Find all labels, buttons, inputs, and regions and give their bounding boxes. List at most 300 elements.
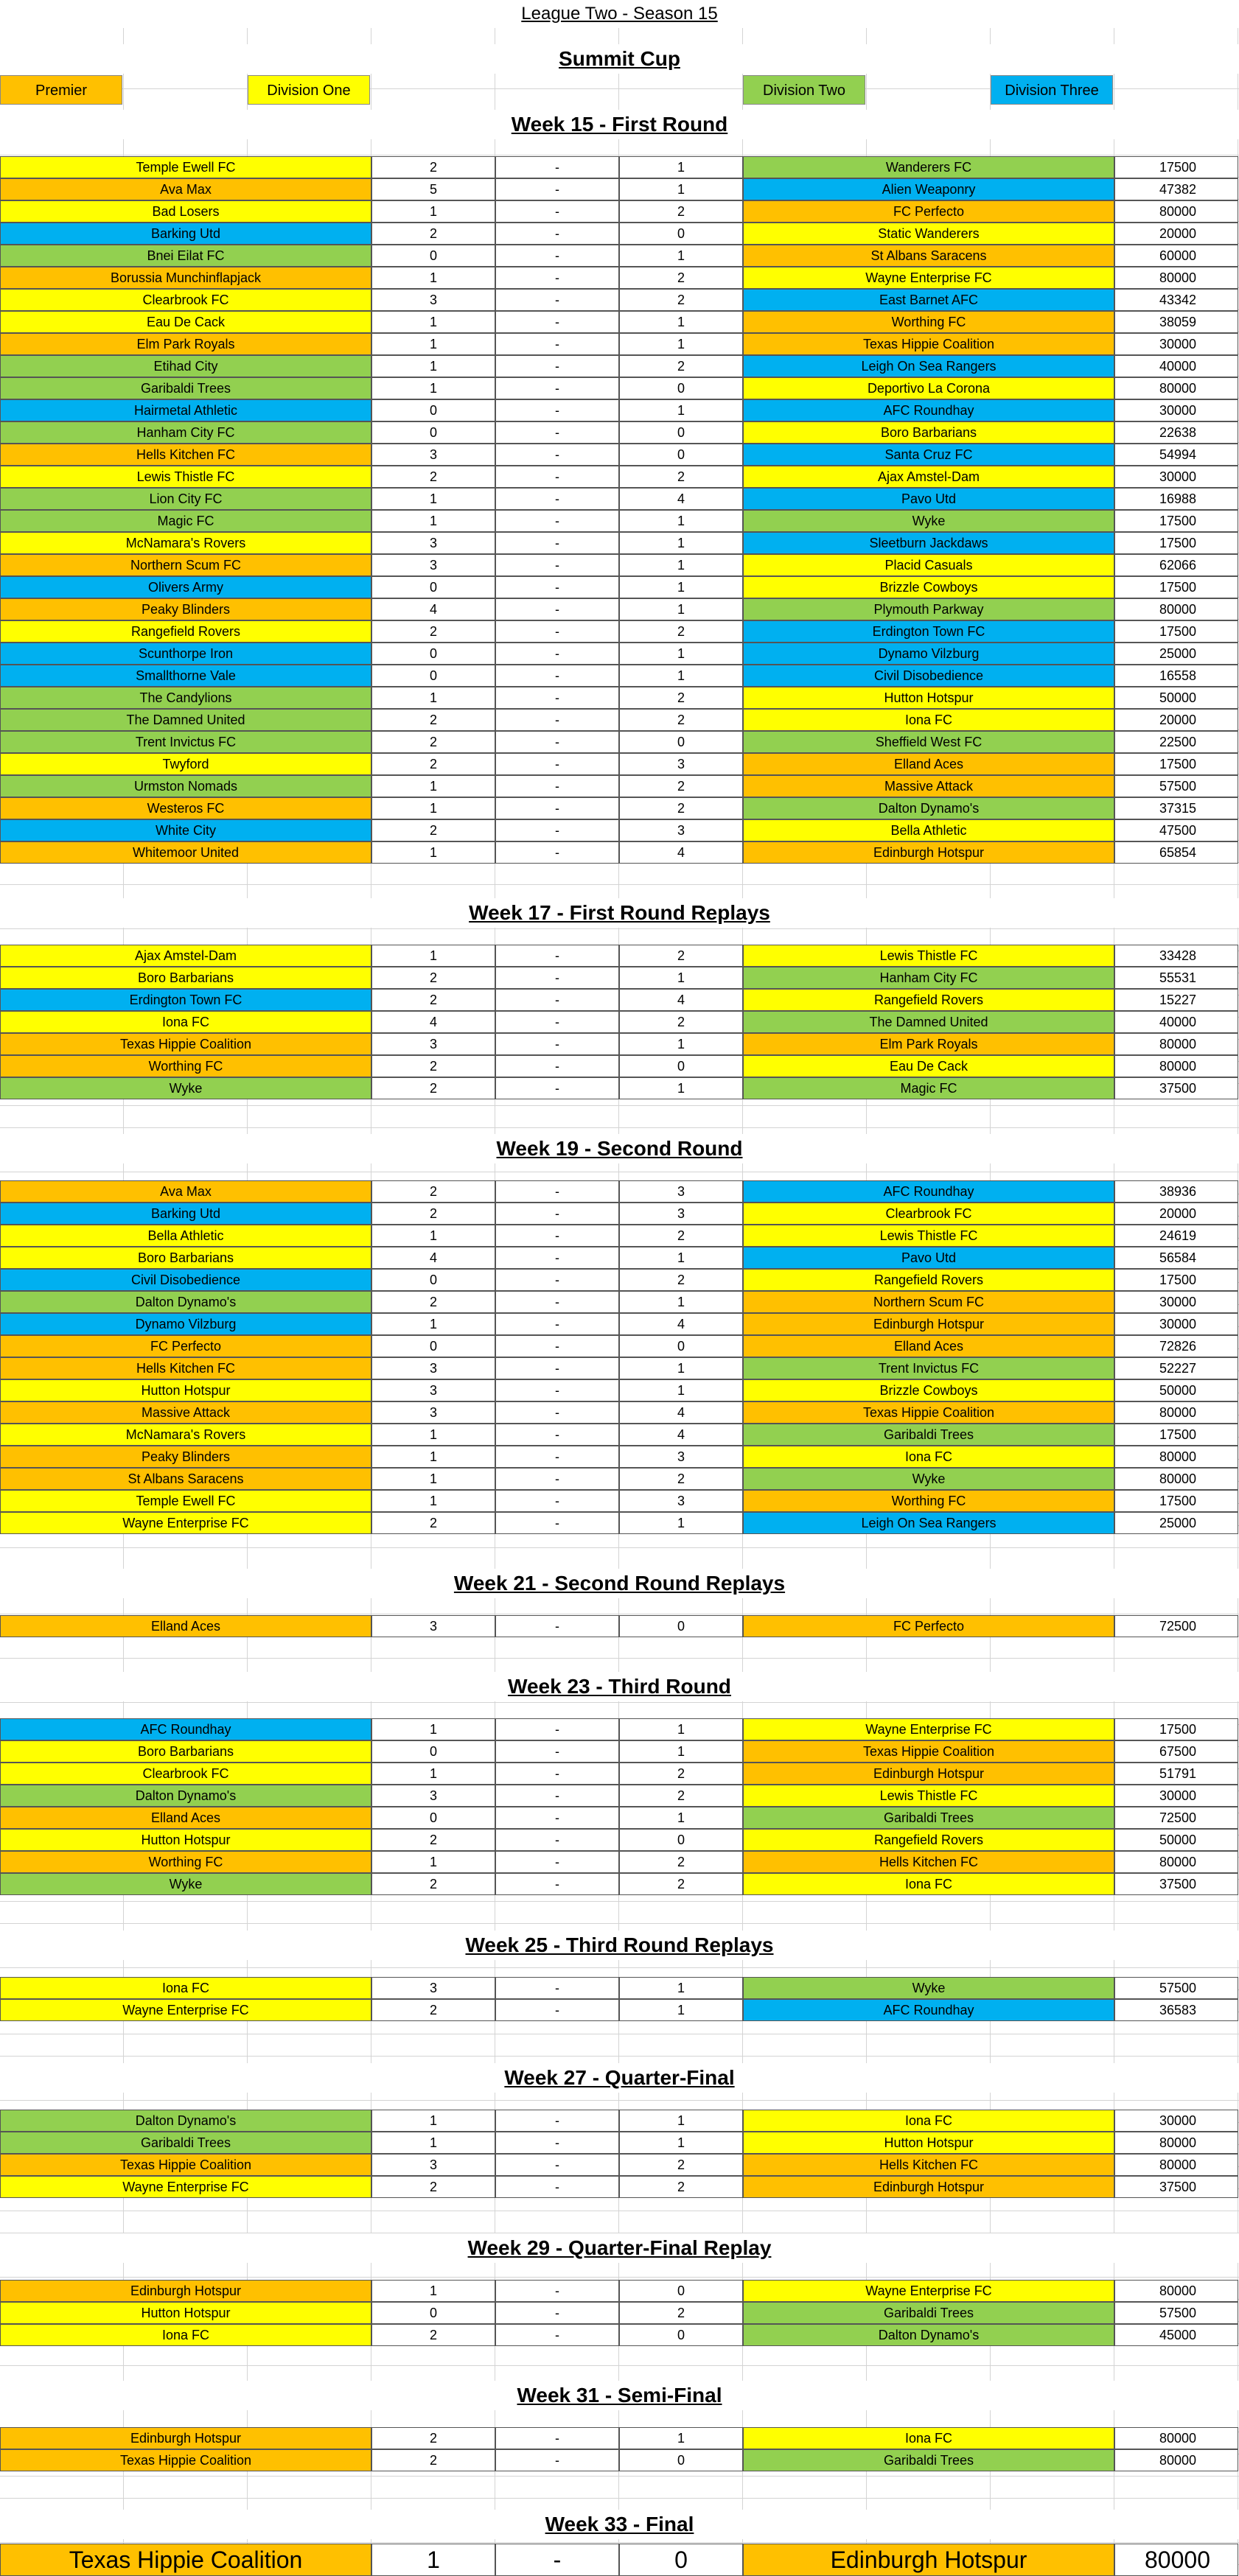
away-score-cell[interactable]: 2 [619,466,743,488]
away-score-cell[interactable]: 2 [619,2302,743,2324]
score-separator-cell[interactable]: - [495,945,619,967]
home-score-cell[interactable]: 3 [371,1033,495,1055]
score-separator-cell[interactable]: - [495,775,619,797]
attendance-cell[interactable]: 36583 [1114,1999,1238,2021]
away-score-cell[interactable]: 0 [619,223,743,245]
attendance-cell[interactable]: 72500 [1114,1807,1238,1829]
away-score-cell[interactable]: 0 [619,1829,743,1851]
attendance-cell[interactable]: 80000 [1114,2280,1238,2302]
home-team-cell[interactable]: Erdington Town FC [0,989,371,1011]
home-team-cell[interactable]: Dalton Dynamo's [0,1785,371,1807]
away-score-cell[interactable]: 0 [619,1335,743,1357]
home-team-cell[interactable]: Hutton Hotspur [0,1829,371,1851]
away-score-cell[interactable]: 2 [619,2154,743,2176]
away-team-cell[interactable]: Trent Invictus FC [743,1357,1114,1379]
attendance-cell[interactable]: 25000 [1114,1512,1238,1534]
attendance-cell[interactable]: 17500 [1114,1269,1238,1291]
attendance-cell[interactable]: 17500 [1114,532,1238,554]
away-team-cell[interactable]: Wyke [743,1468,1114,1490]
away-score-cell[interactable]: 0 [619,377,743,399]
attendance-cell[interactable]: 47500 [1114,819,1238,841]
attendance-cell[interactable]: 65854 [1114,841,1238,864]
away-team-cell[interactable]: Edinburgh Hotspur [743,2544,1114,2576]
home-team-cell[interactable]: Dynamo Vilzburg [0,1313,371,1335]
attendance-cell[interactable]: 57500 [1114,2302,1238,2324]
away-score-cell[interactable]: 1 [619,1740,743,1763]
score-separator-cell[interactable]: - [495,1203,619,1225]
home-score-cell[interactable]: 0 [371,421,495,444]
away-score-cell[interactable]: 1 [619,532,743,554]
home-score-cell[interactable]: 1 [371,333,495,355]
home-team-cell[interactable]: Elm Park Royals [0,333,371,355]
score-separator-cell[interactable]: - [495,554,619,576]
attendance-cell[interactable]: 80000 [1114,598,1238,620]
away-team-cell[interactable]: Clearbrook FC [743,1203,1114,1225]
away-team-cell[interactable]: Elland Aces [743,1335,1114,1357]
home-team-cell[interactable]: Texas Hippie Coalition [0,2544,371,2576]
attendance-cell[interactable]: 80000 [1114,2154,1238,2176]
score-separator-cell[interactable]: - [495,200,619,223]
attendance-cell[interactable]: 57500 [1114,1977,1238,1999]
home-team-cell[interactable]: Texas Hippie Coalition [0,2154,371,2176]
away-score-cell[interactable]: 2 [619,1269,743,1291]
away-team-cell[interactable]: Boro Barbarians [743,421,1114,444]
attendance-cell[interactable]: 50000 [1114,687,1238,709]
attendance-cell[interactable]: 80000 [1114,2132,1238,2154]
score-separator-cell[interactable]: - [495,989,619,1011]
attendance-cell[interactable]: 17500 [1114,576,1238,598]
away-score-cell[interactable]: 1 [619,1718,743,1740]
home-team-cell[interactable]: Wayne Enterprise FC [0,1512,371,1534]
home-score-cell[interactable]: 4 [371,1011,495,1033]
home-team-cell[interactable]: McNamara's Rovers [0,1424,371,1446]
attendance-cell[interactable]: 30000 [1114,2110,1238,2132]
away-team-cell[interactable]: Sheffield West FC [743,731,1114,753]
attendance-cell[interactable]: 30000 [1114,1291,1238,1313]
score-separator-cell[interactable]: - [495,1424,619,1446]
away-score-cell[interactable]: 0 [619,2280,743,2302]
home-team-cell[interactable]: Hells Kitchen FC [0,444,371,466]
away-score-cell[interactable]: 0 [619,2544,743,2576]
home-score-cell[interactable]: 3 [371,1401,495,1424]
attendance-cell[interactable]: 17500 [1114,620,1238,643]
home-score-cell[interactable]: 2 [371,156,495,178]
away-team-cell[interactable]: Ajax Amstel-Dam [743,466,1114,488]
home-score-cell[interactable]: 1 [371,2132,495,2154]
home-team-cell[interactable]: McNamara's Rovers [0,532,371,554]
away-score-cell[interactable]: 1 [619,178,743,200]
home-team-cell[interactable]: Texas Hippie Coalition [0,1033,371,1055]
away-team-cell[interactable]: Sleetburn Jackdaws [743,532,1114,554]
away-team-cell[interactable]: Iona FC [743,2110,1114,2132]
home-score-cell[interactable]: 1 [371,1225,495,1247]
away-team-cell[interactable]: Lewis Thistle FC [743,945,1114,967]
score-separator-cell[interactable]: - [495,665,619,687]
score-separator-cell[interactable]: - [495,421,619,444]
home-team-cell[interactable]: Trent Invictus FC [0,731,371,753]
score-separator-cell[interactable]: - [495,1873,619,1895]
away-team-cell[interactable]: Elm Park Royals [743,1033,1114,1055]
home-score-cell[interactable]: 1 [371,1446,495,1468]
away-score-cell[interactable]: 2 [619,1011,743,1033]
attendance-cell[interactable]: 80000 [1114,1446,1238,1468]
attendance-cell[interactable]: 16558 [1114,665,1238,687]
away-score-cell[interactable]: 1 [619,2427,743,2449]
home-team-cell[interactable]: Wayne Enterprise FC [0,2176,371,2198]
home-team-cell[interactable]: Ajax Amstel-Dam [0,945,371,967]
home-team-cell[interactable]: Smallthorne Vale [0,665,371,687]
away-team-cell[interactable]: Santa Cruz FC [743,444,1114,466]
home-team-cell[interactable]: Temple Ewell FC [0,156,371,178]
home-team-cell[interactable]: Barking Utd [0,1203,371,1225]
attendance-cell[interactable]: 22638 [1114,421,1238,444]
score-separator-cell[interactable]: - [495,819,619,841]
away-score-cell[interactable]: 1 [619,333,743,355]
home-score-cell[interactable]: 2 [371,1873,495,1895]
home-team-cell[interactable]: Urmston Nomads [0,775,371,797]
away-score-cell[interactable]: 4 [619,989,743,1011]
home-score-cell[interactable]: 3 [371,1357,495,1379]
attendance-cell[interactable]: 38936 [1114,1180,1238,1203]
home-score-cell[interactable]: 1 [371,377,495,399]
home-score-cell[interactable]: 5 [371,178,495,200]
away-score-cell[interactable]: 0 [619,1615,743,1637]
home-score-cell[interactable]: 1 [371,311,495,333]
attendance-cell[interactable]: 20000 [1114,709,1238,731]
away-team-cell[interactable]: Rangefield Rovers [743,989,1114,1011]
attendance-cell[interactable]: 24619 [1114,1225,1238,1247]
away-team-cell[interactable]: Pavo Utd [743,488,1114,510]
home-score-cell[interactable]: 2 [371,2449,495,2471]
attendance-cell[interactable]: 60000 [1114,245,1238,267]
score-separator-cell[interactable]: - [495,2176,619,2198]
attendance-cell[interactable]: 20000 [1114,223,1238,245]
score-separator-cell[interactable]: - [495,1999,619,2021]
score-separator-cell[interactable]: - [495,245,619,267]
home-team-cell[interactable]: Boro Barbarians [0,967,371,989]
away-team-cell[interactable]: Iona FC [743,2427,1114,2449]
score-separator-cell[interactable]: - [495,1269,619,1291]
home-score-cell[interactable]: 1 [371,355,495,377]
score-separator-cell[interactable]: - [495,311,619,333]
home-team-cell[interactable]: Dalton Dynamo's [0,1291,371,1313]
home-team-cell[interactable]: Wyke [0,1873,371,1895]
score-separator-cell[interactable]: - [495,1785,619,1807]
home-score-cell[interactable]: 3 [371,554,495,576]
away-score-cell[interactable]: 2 [619,945,743,967]
home-score-cell[interactable]: 0 [371,1807,495,1829]
home-score-cell[interactable]: 0 [371,245,495,267]
score-separator-cell[interactable]: - [495,1225,619,1247]
score-separator-cell[interactable]: - [495,377,619,399]
away-team-cell[interactable]: East Barnet AFC [743,289,1114,311]
home-score-cell[interactable]: 2 [371,1512,495,1534]
home-team-cell[interactable]: Ava Max [0,1180,371,1203]
away-team-cell[interactable]: AFC Roundhay [743,1999,1114,2021]
home-team-cell[interactable]: Eau De Cack [0,311,371,333]
home-score-cell[interactable]: 1 [371,1718,495,1740]
attendance-cell[interactable]: 47382 [1114,178,1238,200]
score-separator-cell[interactable]: - [495,1247,619,1269]
home-score-cell[interactable]: 2 [371,753,495,775]
home-score-cell[interactable]: 1 [371,2280,495,2302]
away-score-cell[interactable]: 3 [619,819,743,841]
away-score-cell[interactable]: 2 [619,1468,743,1490]
home-score-cell[interactable]: 1 [371,687,495,709]
home-team-cell[interactable]: Bella Athletic [0,1225,371,1247]
home-team-cell[interactable]: Etihad City [0,355,371,377]
home-team-cell[interactable]: The Damned United [0,709,371,731]
attendance-cell[interactable]: 37500 [1114,1873,1238,1895]
attendance-cell[interactable]: 38059 [1114,311,1238,333]
home-team-cell[interactable]: Civil Disobedience [0,1269,371,1291]
home-team-cell[interactable]: Dalton Dynamo's [0,2110,371,2132]
score-separator-cell[interactable]: - [495,178,619,200]
away-team-cell[interactable]: Garibaldi Trees [743,1807,1114,1829]
home-team-cell[interactable]: Elland Aces [0,1615,371,1637]
away-team-cell[interactable]: Leigh On Sea Rangers [743,1512,1114,1534]
away-team-cell[interactable]: Brizzle Cowboys [743,576,1114,598]
score-separator-cell[interactable]: - [495,2154,619,2176]
away-score-cell[interactable]: 2 [619,797,743,819]
home-score-cell[interactable]: 1 [371,841,495,864]
score-separator-cell[interactable]: - [495,1055,619,1077]
away-team-cell[interactable]: Static Wanderers [743,223,1114,245]
away-score-cell[interactable]: 2 [619,1785,743,1807]
away-team-cell[interactable]: Placid Casuals [743,554,1114,576]
away-score-cell[interactable]: 3 [619,1203,743,1225]
away-score-cell[interactable]: 0 [619,2449,743,2471]
attendance-cell[interactable]: 37315 [1114,797,1238,819]
home-score-cell[interactable]: 3 [371,1977,495,1999]
home-team-cell[interactable]: Clearbrook FC [0,1763,371,1785]
home-score-cell[interactable]: 2 [371,1055,495,1077]
home-score-cell[interactable]: 2 [371,620,495,643]
score-separator-cell[interactable]: - [495,797,619,819]
score-separator-cell[interactable]: - [495,466,619,488]
home-team-cell[interactable]: Ava Max [0,178,371,200]
home-score-cell[interactable]: 1 [371,510,495,532]
home-team-cell[interactable]: Clearbrook FC [0,289,371,311]
away-team-cell[interactable]: Hells Kitchen FC [743,1851,1114,1873]
away-team-cell[interactable]: Wyke [743,510,1114,532]
away-score-cell[interactable]: 2 [619,289,743,311]
home-score-cell[interactable]: 2 [371,2176,495,2198]
away-team-cell[interactable]: Leigh On Sea Rangers [743,355,1114,377]
attendance-cell[interactable]: 57500 [1114,775,1238,797]
home-score-cell[interactable]: 3 [371,1615,495,1637]
away-team-cell[interactable]: Erdington Town FC [743,620,1114,643]
home-team-cell[interactable]: Lewis Thistle FC [0,466,371,488]
score-separator-cell[interactable]: - [495,1829,619,1851]
away-score-cell[interactable]: 2 [619,355,743,377]
away-score-cell[interactable]: 2 [619,620,743,643]
home-score-cell[interactable]: 2 [371,967,495,989]
home-score-cell[interactable]: 2 [371,1203,495,1225]
away-team-cell[interactable]: Garibaldi Trees [743,1424,1114,1446]
away-score-cell[interactable]: 1 [619,1977,743,1999]
home-team-cell[interactable]: St Albans Saracens [0,1468,371,1490]
attendance-cell[interactable]: 51791 [1114,1763,1238,1785]
score-separator-cell[interactable]: - [495,355,619,377]
score-separator-cell[interactable]: - [495,1740,619,1763]
attendance-cell[interactable]: 40000 [1114,355,1238,377]
home-team-cell[interactable]: Wayne Enterprise FC [0,1999,371,2021]
home-score-cell[interactable]: 2 [371,1180,495,1203]
score-separator-cell[interactable]: - [495,510,619,532]
away-team-cell[interactable]: Deportivo La Corona [743,377,1114,399]
attendance-cell[interactable]: 30000 [1114,466,1238,488]
attendance-cell[interactable]: 22500 [1114,731,1238,753]
attendance-cell[interactable]: 80000 [1114,2427,1238,2449]
home-score-cell[interactable]: 2 [371,1829,495,1851]
score-separator-cell[interactable]: - [495,2324,619,2346]
attendance-cell[interactable]: 80000 [1114,1468,1238,1490]
home-team-cell[interactable]: Iona FC [0,1977,371,1999]
away-team-cell[interactable]: Dynamo Vilzburg [743,643,1114,665]
attendance-cell[interactable]: 55531 [1114,967,1238,989]
score-separator-cell[interactable]: - [495,1313,619,1335]
away-score-cell[interactable]: 0 [619,731,743,753]
score-separator-cell[interactable]: - [495,731,619,753]
home-team-cell[interactable]: Temple Ewell FC [0,1490,371,1512]
home-team-cell[interactable]: Boro Barbarians [0,1247,371,1269]
attendance-cell[interactable]: 54994 [1114,444,1238,466]
away-team-cell[interactable]: Rangefield Rovers [743,1269,1114,1291]
score-separator-cell[interactable]: - [495,1401,619,1424]
away-team-cell[interactable]: Iona FC [743,1446,1114,1468]
away-score-cell[interactable]: 4 [619,1401,743,1424]
home-score-cell[interactable]: 1 [371,1851,495,1873]
home-team-cell[interactable]: The Candylions [0,687,371,709]
attendance-cell[interactable]: 17500 [1114,1424,1238,1446]
away-score-cell[interactable]: 1 [619,2132,743,2154]
home-team-cell[interactable]: Northern Scum FC [0,554,371,576]
away-score-cell[interactable]: 2 [619,1873,743,1895]
home-score-cell[interactable]: 2 [371,223,495,245]
home-score-cell[interactable]: 0 [371,643,495,665]
home-team-cell[interactable]: Hairmetal Athletic [0,399,371,421]
home-team-cell[interactable]: Iona FC [0,1011,371,1033]
home-team-cell[interactable]: Westeros FC [0,797,371,819]
away-team-cell[interactable]: Edinburgh Hotspur [743,2176,1114,2198]
home-score-cell[interactable]: 3 [371,289,495,311]
away-team-cell[interactable]: Brizzle Cowboys [743,1379,1114,1401]
attendance-cell[interactable]: 20000 [1114,1203,1238,1225]
away-team-cell[interactable]: Northern Scum FC [743,1291,1114,1313]
away-score-cell[interactable]: 2 [619,709,743,731]
away-score-cell[interactable]: 0 [619,421,743,444]
home-team-cell[interactable]: Edinburgh Hotspur [0,2280,371,2302]
score-separator-cell[interactable]: - [495,2280,619,2302]
attendance-cell[interactable]: 17500 [1114,1490,1238,1512]
away-team-cell[interactable]: Wayne Enterprise FC [743,1718,1114,1740]
attendance-cell[interactable]: 62066 [1114,554,1238,576]
attendance-cell[interactable]: 80000 [1114,2449,1238,2471]
attendance-cell[interactable]: 16988 [1114,488,1238,510]
away-team-cell[interactable]: Edinburgh Hotspur [743,1763,1114,1785]
attendance-cell[interactable]: 52227 [1114,1357,1238,1379]
attendance-cell[interactable]: 17500 [1114,753,1238,775]
home-team-cell[interactable]: Whitemoor United [0,841,371,864]
away-score-cell[interactable]: 1 [619,1077,743,1099]
score-separator-cell[interactable]: - [495,1357,619,1379]
score-separator-cell[interactable]: - [495,2132,619,2154]
home-team-cell[interactable]: Rangefield Rovers [0,620,371,643]
away-team-cell[interactable]: Rangefield Rovers [743,1829,1114,1851]
away-score-cell[interactable]: 0 [619,1055,743,1077]
home-score-cell[interactable]: 3 [371,1379,495,1401]
score-separator-cell[interactable]: - [495,598,619,620]
home-team-cell[interactable]: Olivers Army [0,576,371,598]
attendance-cell[interactable]: 37500 [1114,1077,1238,1099]
away-score-cell[interactable]: 2 [619,200,743,223]
home-team-cell[interactable]: Bnei Eilat FC [0,245,371,267]
attendance-cell[interactable]: 80000 [1114,1033,1238,1055]
away-team-cell[interactable]: Hells Kitchen FC [743,2154,1114,2176]
home-score-cell[interactable]: 0 [371,665,495,687]
score-separator-cell[interactable]: - [495,1446,619,1468]
away-team-cell[interactable]: Texas Hippie Coalition [743,1401,1114,1424]
away-score-cell[interactable]: 1 [619,643,743,665]
away-team-cell[interactable]: Worthing FC [743,311,1114,333]
home-team-cell[interactable]: Texas Hippie Coalition [0,2449,371,2471]
home-score-cell[interactable]: 2 [371,1291,495,1313]
away-score-cell[interactable]: 2 [619,1851,743,1873]
home-team-cell[interactable]: Edinburgh Hotspur [0,2427,371,2449]
home-score-cell[interactable]: 3 [371,532,495,554]
away-team-cell[interactable]: Pavo Utd [743,1247,1114,1269]
home-score-cell[interactable]: 1 [371,200,495,223]
attendance-cell[interactable]: 80000 [1114,1851,1238,1873]
score-separator-cell[interactable]: - [495,1335,619,1357]
home-score-cell[interactable]: 1 [371,797,495,819]
attendance-cell[interactable]: 56584 [1114,1247,1238,1269]
away-team-cell[interactable]: Worthing FC [743,1490,1114,1512]
home-score-cell[interactable]: 0 [371,1335,495,1357]
away-score-cell[interactable]: 3 [619,1490,743,1512]
home-team-cell[interactable]: Elland Aces [0,1807,371,1829]
away-score-cell[interactable]: 0 [619,444,743,466]
away-team-cell[interactable]: FC Perfecto [743,1615,1114,1637]
home-team-cell[interactable]: AFC Roundhay [0,1718,371,1740]
away-team-cell[interactable]: Garibaldi Trees [743,2302,1114,2324]
score-separator-cell[interactable]: - [495,2302,619,2324]
home-team-cell[interactable]: Lion City FC [0,488,371,510]
attendance-cell[interactable]: 50000 [1114,1829,1238,1851]
away-team-cell[interactable]: The Damned United [743,1011,1114,1033]
away-team-cell[interactable]: Civil Disobedience [743,665,1114,687]
away-team-cell[interactable]: Wanderers FC [743,156,1114,178]
attendance-cell[interactable]: 17500 [1114,510,1238,532]
away-score-cell[interactable]: 1 [619,1357,743,1379]
home-score-cell[interactable]: 2 [371,1999,495,2021]
attendance-cell[interactable]: 33428 [1114,945,1238,967]
home-score-cell[interactable]: 2 [371,989,495,1011]
home-score-cell[interactable]: 4 [371,1247,495,1269]
home-score-cell[interactable]: 2 [371,2324,495,2346]
away-team-cell[interactable]: Bella Athletic [743,819,1114,841]
away-score-cell[interactable]: 1 [619,1247,743,1269]
home-team-cell[interactable]: Twyford [0,753,371,775]
home-team-cell[interactable]: Magic FC [0,510,371,532]
away-team-cell[interactable]: Wayne Enterprise FC [743,2280,1114,2302]
away-score-cell[interactable]: 2 [619,1763,743,1785]
attendance-cell[interactable]: 80000 [1114,2544,1238,2576]
score-separator-cell[interactable]: - [495,1011,619,1033]
home-team-cell[interactable]: Worthing FC [0,1055,371,1077]
home-team-cell[interactable]: Scunthorpe Iron [0,643,371,665]
